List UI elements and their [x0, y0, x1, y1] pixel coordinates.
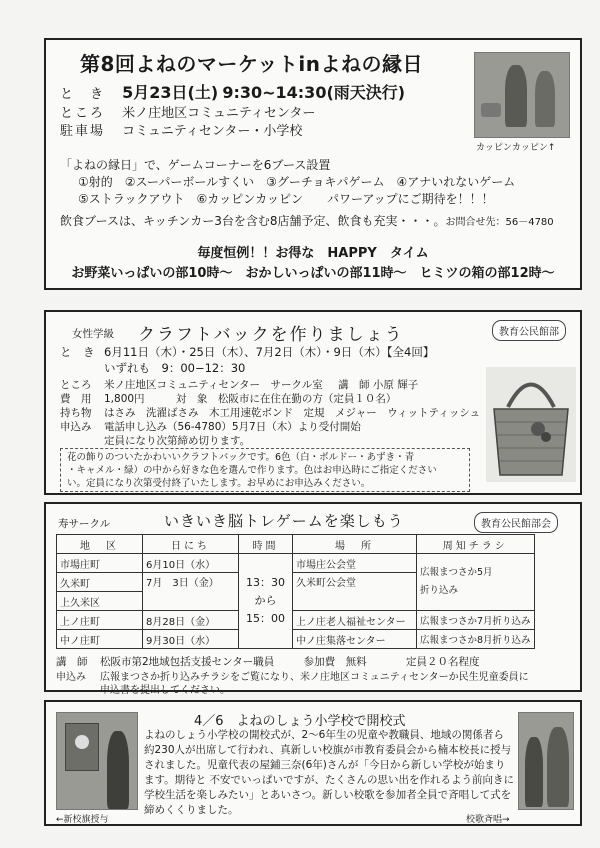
- table-row: [57, 611, 535, 630]
- brain-instructor-label: 講 師: [56, 656, 88, 668]
- game-list-2: ⑤ストラックアウト ⑥カッピンカッピン パワーアップにご期待を！！！: [78, 192, 494, 206]
- brain-fee: 参加費 無料: [303, 656, 367, 668]
- time-cell: [239, 554, 293, 649]
- district-cell: 上久米区: [57, 592, 143, 611]
- craft-target: 対 象 松阪市に在住在勤の方（定員１０名）: [175, 393, 397, 405]
- craft-items: はさみ 洗濯ばさみ 木工用速乾ボンド 定規 メジャー ウィットティッシュ: [104, 407, 481, 419]
- district-cell: 上ノ庄町: [57, 611, 143, 630]
- food-booth-text: [60, 212, 554, 229]
- craft-bag-photo: [486, 367, 576, 482]
- craft-note-2: ・キャメル・緑）の中から好きな色を選んで作ります。色はお申込時にご指定ください: [67, 465, 437, 476]
- craft-bag-box: [44, 310, 582, 495]
- craft-note-3: い。定員になり次第受付終了いたします。お早めにお申込みください。: [67, 478, 371, 489]
- flyer-may-2: 折り込み: [420, 585, 459, 596]
- event-title: 第8回よねのマーケットinよねの縁日: [80, 52, 424, 76]
- happy-time-heading: 毎度恒例！！お得な HAPPY タイム: [197, 246, 429, 261]
- craft-instructor: 講 師 小原 輝子: [338, 379, 419, 391]
- flag-presentation-photo: [56, 712, 138, 810]
- photo-caption: カッピンカッピン↑: [476, 143, 556, 153]
- craft-items-label: 持ち物: [60, 407, 92, 419]
- contact-phone: お問合せ先：56－4780: [445, 217, 554, 228]
- schedule-header-row: [57, 535, 535, 554]
- flyer-may: 広報まつさか5月: [420, 567, 493, 578]
- bag-illustration: [486, 367, 576, 482]
- date-cell: 7月 3日（金）: [143, 573, 239, 611]
- craft-tag: 教育公民館部: [492, 320, 566, 341]
- craft-time: いずれも 9：00−12：30: [104, 361, 246, 375]
- craft-apply-note: 定員になり次第締め切ります。: [104, 435, 251, 447]
- craft-dates: 6月11日（木）・25日（木）、7月2日（木）・9日（木）【全4回】: [104, 345, 435, 359]
- school-opening-box: [44, 700, 582, 826]
- col-date: 日にち: [143, 535, 239, 554]
- flyer-cell: [417, 554, 535, 611]
- brain-instructor-row: [56, 654, 479, 669]
- where-label: ところ: [60, 106, 106, 121]
- brain-game-box: [44, 502, 582, 696]
- caption-left: ←新校旗授与: [56, 815, 109, 825]
- craft-fee-label: 費 用: [60, 393, 92, 405]
- happy-time-schedule: お野菜いっぱいの部10時～ おかしいっぱいの部11時～ ヒミツの箱の部12時～: [71, 266, 555, 281]
- table-row: [57, 630, 535, 649]
- craft-title: クラフトバックを作りましょう: [138, 325, 404, 345]
- time-start: 13：30: [246, 576, 285, 589]
- col-place: 場 所: [293, 535, 417, 554]
- district-cell: 中ノ庄町: [57, 630, 143, 649]
- col-district: 地 区: [57, 535, 143, 554]
- col-flyer: 周知チラシ: [417, 535, 535, 554]
- brain-apply-1: 広報まつさか折り込みチラシをご覧になり、米ノ庄地区コミュニティセンターか民生児童委員に: [100, 672, 529, 683]
- craft-apply-row: [60, 419, 361, 434]
- place-cell: 上ノ庄老人福祉センター: [293, 611, 417, 630]
- brain-category: 寿サークル: [58, 518, 111, 530]
- school-body: よねのしょう小学校の開校式が、2～6年生の児童や教職員、地域の関係者ら約230人が出席して行われ、真新しい校旗が市教育委員会から楠本校長に授与されました。児童代表の屋鋪三奈(6年)さんが「今日から新しい学校が始まります。期待と 不安でいっぱいですが、たくさんの思い出を作れるよう前向きに学校生活を楽しみたい」とあいさつ。新しい校歌を参加者全員で斉唱して式を締めくくりました。: [144, 729, 514, 816]
- event-parking: コミュニティセンター・小学校: [122, 124, 303, 139]
- food-line: 飲食ブースは、キッチンカー3台を含む8店舗予定、飲食も充実・・・。: [60, 214, 446, 228]
- craft-place: 米ノ庄地区コミュニティセンター サークル室: [104, 379, 323, 391]
- craft-where-label: ところ: [60, 379, 92, 391]
- place-cell: 久米町公会堂: [293, 573, 417, 611]
- school-title: 4／6 よねのしょう小学校で開校式: [194, 714, 406, 729]
- place-cell: 市場庄公会堂: [293, 554, 417, 573]
- brain-apply-label: 申込み: [56, 672, 86, 683]
- date-cell: 8月28日（金）: [143, 611, 239, 630]
- place-cell: 中ノ庄集落センター: [293, 630, 417, 649]
- craft-fee-row: [60, 391, 396, 406]
- craft-items-row: [60, 405, 480, 420]
- parking-label: 駐車場: [60, 124, 106, 139]
- game-list-1: ①射的 ②スーパーボールすくい ③グーチョキパゲーム ④アナいれないゲーム: [78, 175, 516, 189]
- event-place-row: [60, 102, 315, 121]
- date-cell: 9月30日（水）: [143, 630, 239, 649]
- table-row: [57, 554, 535, 573]
- brain-apply-2: 申込書を提出してください。: [100, 685, 230, 696]
- singing-photo: [518, 712, 574, 810]
- brain-instructor: 松阪市第2地域包括支援センター職員: [100, 656, 275, 668]
- craft-category: 女性学級: [72, 328, 114, 340]
- craft-place-row: [60, 377, 418, 392]
- craft-apply: 電話申し込み（56-4780）5月7日（木）より受付開始: [104, 421, 361, 433]
- schedule-table: [56, 534, 535, 649]
- flyer-cell: 広報まつさか8月折り込み: [417, 630, 535, 649]
- craft-date-row: [60, 344, 434, 360]
- time-from: から: [254, 594, 277, 607]
- time-end: 15：00: [246, 612, 285, 625]
- kids-game-photo: [474, 52, 570, 138]
- craft-note-1: 花の飾りのついたかわいいクラフトバックです。6色（白・ボルドー・あずき・青: [67, 452, 415, 463]
- col-time: 時間: [239, 535, 293, 554]
- district-cell: 市場庄町: [57, 554, 143, 573]
- event-date-row: [60, 80, 405, 103]
- event-date: 5月23日(土): [122, 83, 219, 102]
- craft-notes-box: [60, 448, 470, 492]
- brain-capacity: 定員２０名程度: [405, 656, 480, 668]
- event-place: 米ノ庄地区コミュニティセンター: [122, 106, 316, 121]
- game-intro: 「よねの縁日」で、ゲームコーナーを6ブース設置: [60, 158, 331, 172]
- craft-fee: 1,800円: [104, 393, 145, 405]
- brain-title: いきいき脳トレゲームを楽しもう: [164, 512, 404, 530]
- flyer-cell: 広報まつさか7月折り込み: [417, 611, 535, 630]
- event-parking-row: [60, 120, 302, 139]
- market-event-box: [44, 38, 582, 290]
- craft-apply-label: 申込み: [60, 421, 92, 433]
- caption-right: 校歌斉唱→: [466, 815, 510, 825]
- craft-when-label: と き: [60, 345, 95, 359]
- event-time: 9:30~14:30(雨天決行): [222, 83, 406, 102]
- district-cell: 久米町: [57, 573, 143, 592]
- when-label: と き: [60, 87, 106, 102]
- brain-tag: 教育公民館部会: [474, 512, 558, 533]
- date-cell: 6月10日（水）: [143, 554, 239, 573]
